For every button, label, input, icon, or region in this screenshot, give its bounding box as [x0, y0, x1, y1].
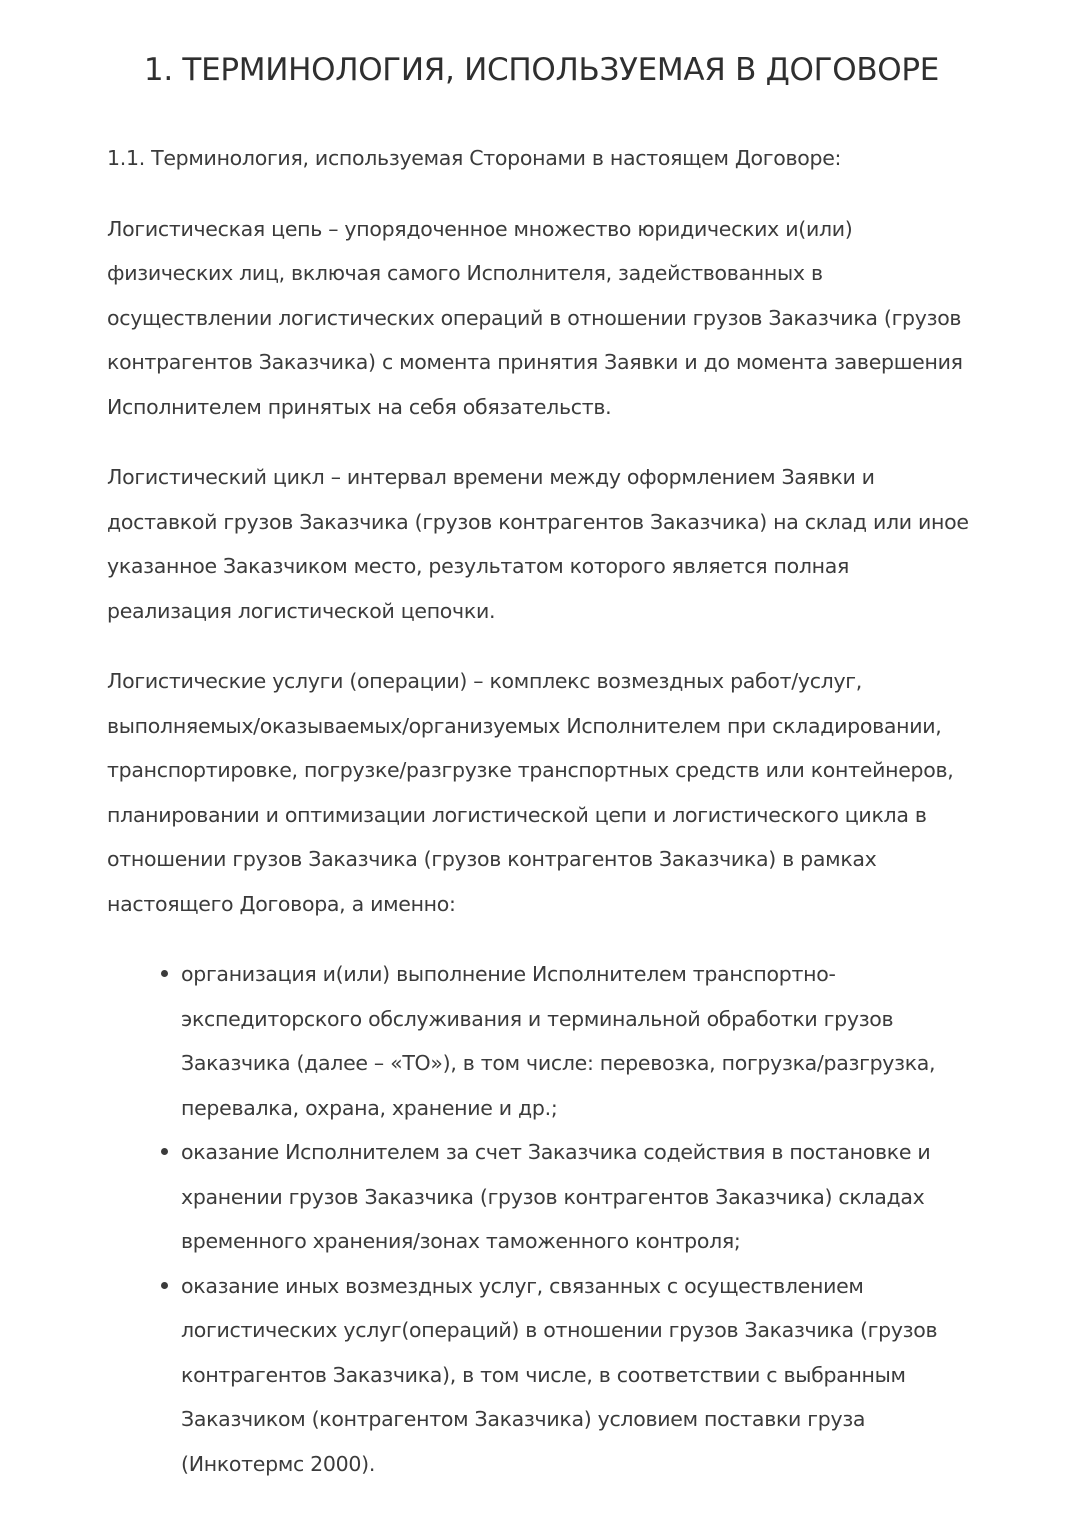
definition-logistic-cycle: Логистический цикл – интервал времени между оформлением Заявки и доставкой грузов Заказчика (грузов контрагентов Заказчика) на склад или иное указанное Заказчиком место, результатом которого является полная реализация логистической цепочки.: [107, 465, 969, 623]
intro-paragraph: 1.1. Терминология, используемая Сторонами в настоящем Договоре:: [107, 146, 842, 170]
definition-logistic-services: Логистические услуги (операции) – комплекс возмездных работ/услуг, выполняемых/оказываемых/организуемых Исполнителем при складировании, транспортировке, погрузке/разгрузке транспортных средств или контейнеров, планировании и оптимизации логистической цепи и логистического цикла в отношении грузов Заказчика (грузов контрагентов Заказчика) в рамках настоящего Договора, а именно:: [107, 669, 954, 916]
bullet-icon: [161, 970, 168, 977]
services-list: [107, 952, 976, 1486]
list-item-text: оказание иных возмездных услуг, связанных с осуществлением логистических услуг(операций) в отношении грузов Заказчика (грузов контрагентов Заказчика), в том числе, в соответствии с выбранным Заказчиком (контрагентом Заказчика) условием поставки груза (Инкотермс 2000).: [181, 1273, 938, 1476]
bullet-icon: [161, 1282, 168, 1289]
list-item: [181, 1130, 976, 1264]
bullet-icon: [161, 1148, 168, 1155]
list-item-text: организация и(или) выполнение Исполнителем транспортно-экспедиторского обслуживания и терминальной обработки грузов Заказчика (далее – «ТО»), в том числе: перевозка, погрузка/разгрузка, перевалка, охрана, хранение и др.;: [181, 962, 936, 1120]
list-item: [181, 1264, 976, 1487]
list-item: [181, 952, 976, 1130]
section-heading: 1. ТЕРМИНОЛОГИЯ, ИСПОЛЬЗУЕМАЯ В ДОГОВОРЕ: [143, 52, 940, 88]
list-item-text: оказание Исполнителем за счет Заказчика содействия в постановке и хранении грузов Заказчика (грузов контрагентов Заказчика) складах временного хранения/зонах таможенного контроля;: [181, 1140, 931, 1253]
definition-logistic-chain: Логистическая цепь – упорядоченное множество юридических и(или) физических лиц, включая самого Исполнителя, задействованных в осуществлении логистических операций в отношении грузов Заказчика (грузов контрагентов Заказчика) с момента принятия Заявки и до момента завершения Исполнителем принятых на себя обязательств.: [107, 216, 963, 419]
